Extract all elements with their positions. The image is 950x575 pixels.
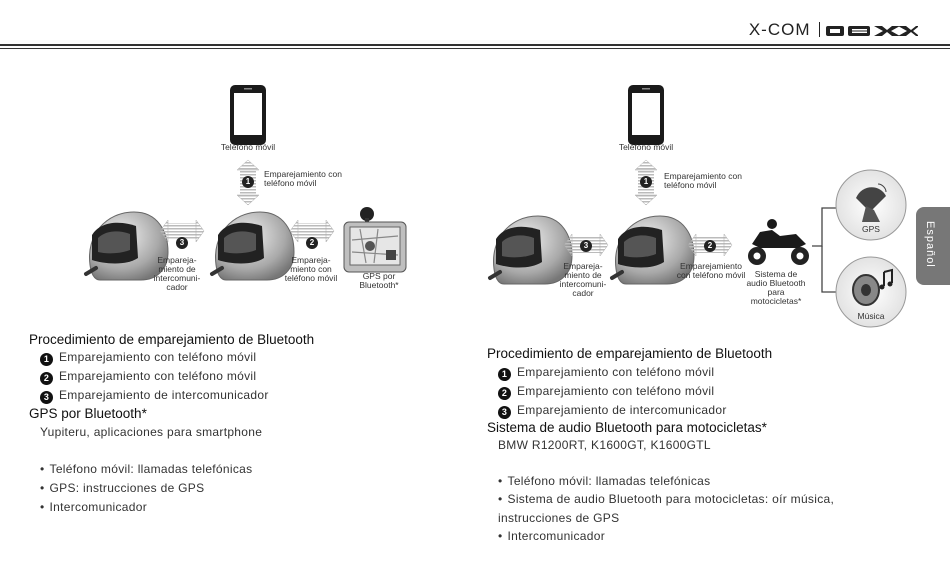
moto-audio-label: Sistema de audio Bluetooth para motocicletas* [746,269,806,306]
step-number: 2 [40,372,53,385]
language-tab-label: Español [924,221,936,268]
phone-label: Teléfono móvil [220,142,276,152]
feature-bullet: • Teléfono móvil: llamadas telefónicas [498,474,710,488]
phone-pairing-label: Empareja-miento con teléfono móvil [284,255,338,283]
intercom-pairing-label: Empareja-miento de intercomuni-cador [153,255,201,292]
feature-bullet: • GPS: instrucciones de GPS [40,481,204,495]
procedure-step: 1 Emparejamiento con teléfono móvil [40,350,256,366]
procedure-heading: Procedimiento de emparejamiento de Bluetooth [29,332,315,347]
brand-name: X-COM [748,20,811,39]
device-description: BMW R1200RT, K1600GT, K1600GTL [498,438,711,452]
device-heading: GPS por Bluetooth* [29,406,147,421]
motorcycle-icon [748,219,809,265]
mobile-phone-icon [628,85,664,145]
step-badge-1: 1 [242,176,254,188]
feature-bullet: • Sistema de audio Bluetooth para motocicletas: oír música, instrucciones de GPS [498,490,878,528]
procedure-step: 3 Emparejamiento de intercomunicador [498,403,727,419]
step-number: 2 [498,387,511,400]
phone-pairing-label: Emparejamiento con teléfono móvil [676,261,746,280]
feature-bullet: • Intercomunicador [498,529,605,543]
procedure-heading: Procedimiento de emparejamiento de Bluetooth [487,346,773,361]
step-number: 3 [498,406,511,419]
mobile-phone-icon [230,85,266,145]
procedure-step: 2 Emparejamiento con teléfono móvil [40,369,256,385]
phone-label: Teléfono móvil [618,142,674,152]
step-badge-2: 2 [704,240,716,252]
pairing-label: Emparejamiento con teléfono móvil [664,171,742,190]
intercom-pairing-label: Empareja-miento de intercomuni-cador [559,261,607,298]
gps-device-icon [344,207,406,272]
step-number: 1 [40,353,53,366]
device-heading: Sistema de audio Bluetooth para motocicletas* [487,420,767,435]
step-number: 1 [498,368,511,381]
step-badge-3: 3 [580,240,592,252]
procedure-step: 3 Emparejamiento de intercomunicador [40,388,269,404]
step-badge-2: 2 [306,237,318,249]
device-description: Yupiteru, aplicaciones para smartphone [40,425,263,439]
pairing-label: Emparejamiento con teléfono móvil [264,169,342,188]
procedure-step: 1 Emparejamiento con teléfono móvil [498,365,714,381]
step-badge-1: 1 [640,176,652,188]
step-badge-3: 3 [176,237,188,249]
procedure-step: 2 Emparejamiento con teléfono móvil [498,384,714,400]
feature-bullet: • Intercomunicador [40,500,147,514]
feature-bullet: • Teléfono móvil: llamadas telefónicas [40,462,252,476]
gps-label: GPS por Bluetooth* [359,271,399,290]
gps-circle-label: GPS [862,224,880,234]
music-circle-label: Música [857,311,885,321]
step-number: 3 [40,391,53,404]
